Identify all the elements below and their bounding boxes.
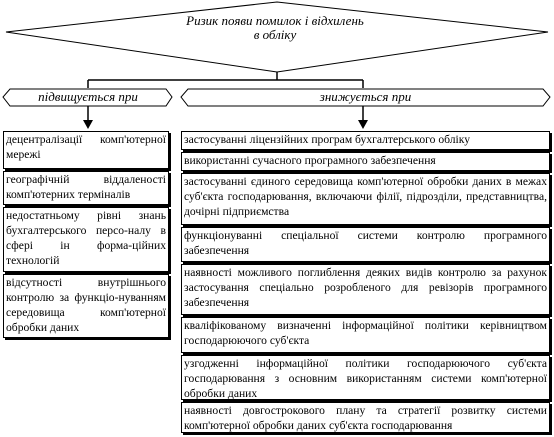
right-item-box: наявності можливого поглиблення деяких видів контролю за рахунок застосування спеціально розробленого для ревізорів програмного забезпечення bbox=[181, 264, 550, 315]
title-line-2: в обліку bbox=[253, 27, 297, 42]
right-item-box: функціонуванні спеціальної системи контролю програмного забезпечення bbox=[181, 227, 550, 262]
left-arrow-head bbox=[83, 120, 93, 129]
right-item-box: узгодженні інформаційної політики господарюючого суб'єкта господарювання з основним використанням системи комп'ютерної обробки даних bbox=[181, 355, 550, 400]
left-label: підвищується при bbox=[38, 89, 138, 104]
right-item-box: застосуванні єдиного середовища комп'ютерної обробки даних в межах суб'єкта господарювання, включаючи філії, підрозділи, представництва, дочірні підприємства bbox=[181, 173, 550, 225]
left-item-box: недостатньому рівні знань бухгалтерського персо-налу в сфері ін форма-ційних технологій bbox=[3, 207, 169, 272]
right-item-box: наявності довгострокового плану та стратегії розвитку системи комп'ютерної обробки даних суб'єкта господарювання bbox=[181, 402, 550, 433]
right-item-box: кваліфікованому визначенні інформаційної політики керівництвом господарюючого суб'єкта bbox=[181, 317, 550, 353]
right-item-box: застосуванні ліцензійних програм бухгалтерського обліку bbox=[181, 131, 550, 150]
right-arrow-head bbox=[358, 120, 368, 129]
left-item-box: децентралізації комп'ютерної мережі bbox=[3, 131, 169, 169]
left-item-box: географічній віддаленості комп'ютерних терміналів bbox=[3, 171, 169, 205]
right-label: знижується при bbox=[319, 89, 412, 104]
diagram-title bbox=[130, 14, 420, 42]
title-line-1: Ризик появи помилок і відхилень bbox=[186, 13, 364, 28]
right-item-box: використанні сучасного програмного забезпечення bbox=[181, 152, 550, 171]
left-item-box: відсутності внутрішнього контролю за функціо-нуванням середовища комп'ютерної обробки даних bbox=[3, 274, 169, 338]
